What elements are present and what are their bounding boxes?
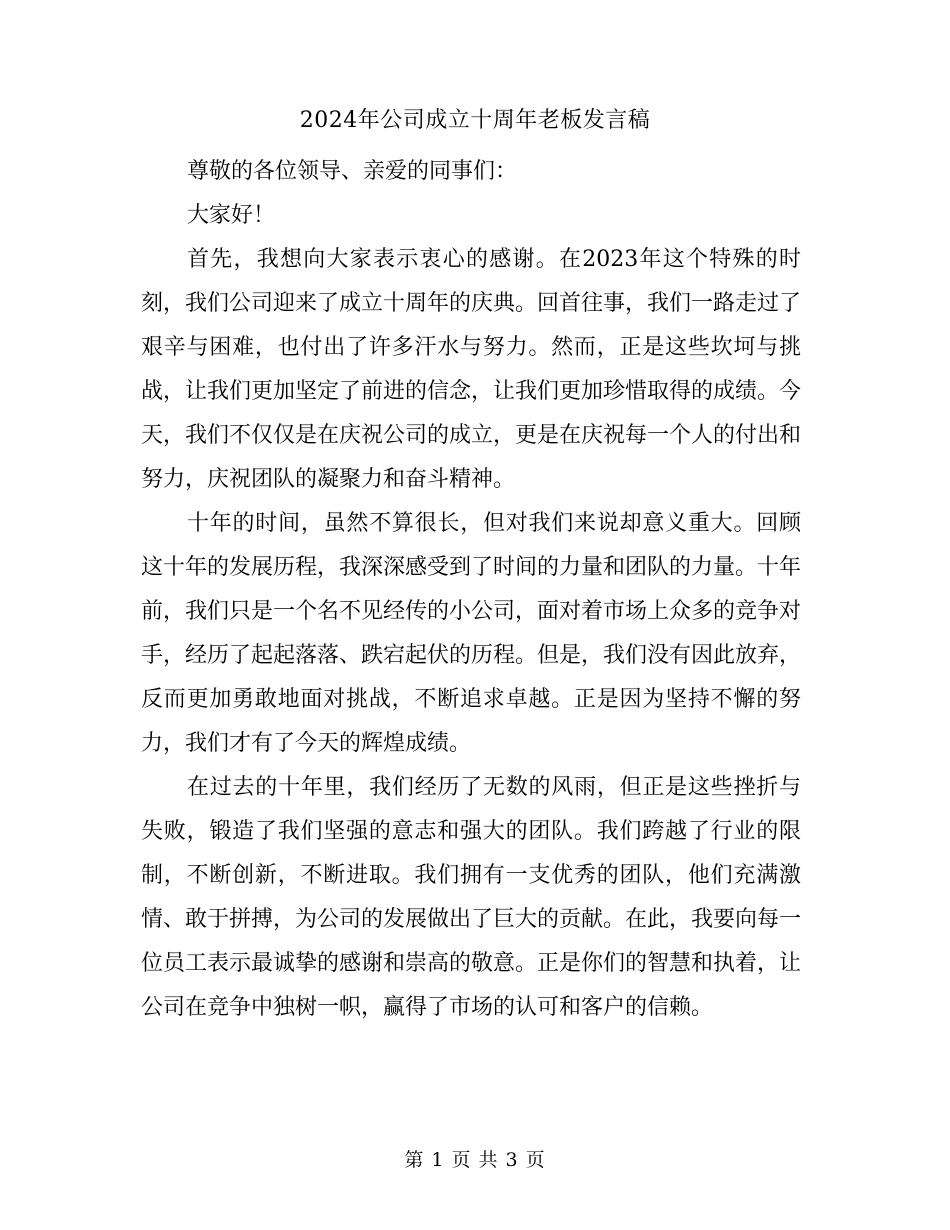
greeting-paragraph: 大家好！	[187, 203, 276, 228]
body-paragraph: 首先，我想向大家表示衷心的感谢。在2023年这个特殊的时刻，我们公司迎来了成立十周年的庆典。回首往事，我们一路走过了艰辛与困难，也付出了许多汗水与努力。然而，正是这些坎坷与挑战，让我们更加坚定了前进的信念，让我们更加珍惜取得的成绩。今天，我们不仅仅是在庆祝公司的成立，更是在庆祝每一个人的付出和努力，庆祝团队的凝聚力和奋斗精神。	[141, 247, 802, 492]
page-number-footer: 第 1 页 共 3 页	[404, 1149, 546, 1171]
body-paragraph: 在过去的十年里，我们经历了无数的风雨，但正是这些挫折与失败，锻造了我们坚强的意志和强大的团队。我们跨越了行业的限制，不断创新，不断进取。我们拥有一支优秀的团队，他们充满激情、敢于拼搏，为公司的发展做出了巨大的贡献。在此，我要向每一位员工表示最诚挚的感谢和崇高的敬意。正是你们的智慧和执着，让公司在竞争中独树一帜，赢得了市场的认可和客户的信赖。	[141, 775, 802, 1020]
document-body	[141, 150, 801, 1030]
document-title: 2024年公司成立十周年老板发言稿	[299, 108, 651, 133]
salutation-paragraph: 尊敬的各位领导、亲爱的同事们：	[187, 159, 518, 184]
body-paragraph: 十年的时间，虽然不算很长，但对我们来说却意义重大。回顾这十年的发展历程，我深深感受到了时间的力量和团队的力量。十年前，我们只是一个名不见经传的小公司，面对着市场上众多的竞争对手，经历了起起落落、跌宕起伏的历程。但是，我们没有因此放弃，反而更加勇敢地面对挑战，不断追求卓越。正是因为坚持不懈的努力，我们才有了今天的辉煌成绩。	[141, 511, 802, 756]
